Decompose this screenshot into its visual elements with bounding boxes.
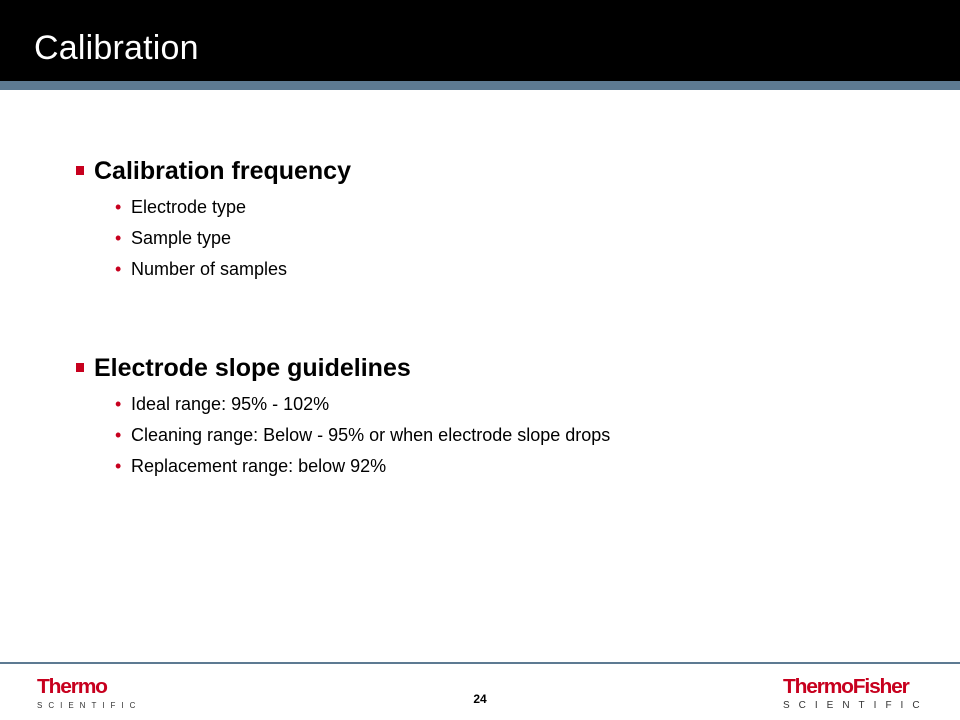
section-item [76,156,351,285]
sub-item-text: Number of samples [131,259,288,279]
title-stripe [0,81,960,90]
thermofisher-scientific-logo [783,678,929,712]
logo-tagline: SCIENTIFIC [783,700,929,711]
section-heading [76,353,610,383]
sub-list-item [76,254,351,285]
bullet-dot-icon: • [115,228,122,248]
bullet-dot-icon: • [115,197,122,217]
footer-divider [0,662,960,664]
logo-wordmark: Thermo [37,676,107,698]
sub-list [76,192,351,285]
sub-item-text: Cleaning range: Below - 95% or when electrode slope drops [131,425,611,445]
title-bar [0,0,960,81]
section-heading [76,156,351,186]
sub-list [76,389,610,482]
bullet-dot-icon: • [115,259,122,279]
section-item [76,353,610,482]
sub-list-item [76,389,610,420]
sub-list-item [76,451,610,482]
sub-item-text: Sample type [131,228,232,248]
sub-item-text: Replacement range: below 92% [131,456,387,476]
section-electrode-slope [76,353,610,482]
square-bullet-icon [76,363,84,372]
logo-wordmark: ThermoFisher [783,676,909,698]
sub-item-text: Electrode type [131,197,247,217]
page-number: 24 [473,692,487,706]
section-heading-text: Electrode slope guidelines [94,354,411,382]
slide-title: Calibration [34,29,199,67]
square-bullet-icon [76,166,84,175]
bullet-dot-icon: • [115,394,122,414]
logo-tagline: SCIENTIFIC [37,701,142,710]
section-heading-text: Calibration frequency [94,157,351,185]
sub-list-item [76,192,351,223]
sub-list-item [76,420,610,451]
bullet-dot-icon: • [115,425,122,445]
sub-item-text: Ideal range: 95% - 102% [131,394,330,414]
bullet-dot-icon: • [115,456,122,476]
sub-list-item [76,223,351,254]
section-calibration-frequency [76,156,351,285]
